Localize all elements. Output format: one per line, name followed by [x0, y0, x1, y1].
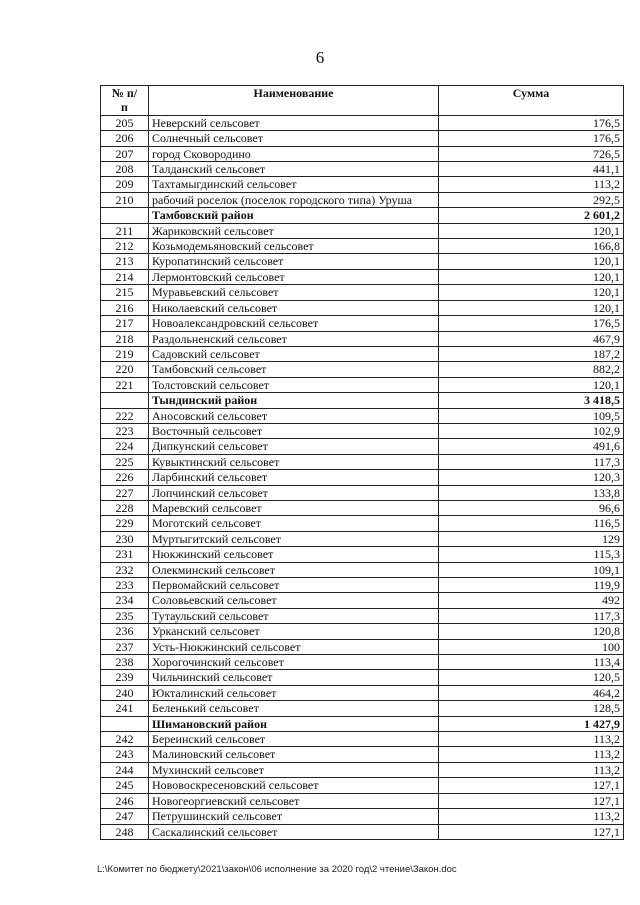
table-row [101, 500, 624, 515]
row-number: 227 [101, 485, 149, 500]
row-sum: 119,9 [439, 578, 624, 593]
table-row [101, 578, 624, 593]
row-sum: 467,9 [439, 331, 624, 346]
row-number: 213 [101, 254, 149, 269]
row-name: Петрушинский сельсовет [149, 809, 439, 824]
row-sum: 882,2 [439, 362, 624, 377]
row-name: Саскалинский сельсовет [149, 824, 439, 839]
row-name: Нововоскресеновский сельсовет [149, 778, 439, 793]
row-number: 232 [101, 562, 149, 577]
row-name: Ларбинский сельсовет [149, 470, 439, 485]
row-sum: 127,1 [439, 778, 624, 793]
table-row [101, 192, 624, 207]
table-row [101, 793, 624, 808]
row-name: Кувыктинский сельсовет [149, 454, 439, 469]
row-number: 225 [101, 454, 149, 469]
table-row [101, 747, 624, 762]
row-number: 220 [101, 362, 149, 377]
table-row [101, 778, 624, 793]
table-row [101, 516, 624, 531]
district-row [101, 393, 624, 408]
row-number: 217 [101, 316, 149, 331]
row-sum: 102,9 [439, 423, 624, 438]
row-sum: 491,6 [439, 439, 624, 454]
row-number: 233 [101, 578, 149, 593]
row-sum: 117,3 [439, 608, 624, 623]
row-sum: 120,1 [439, 377, 624, 392]
row-number: 240 [101, 685, 149, 700]
row-number: 211 [101, 223, 149, 238]
row-number: 222 [101, 408, 149, 423]
row-number: 218 [101, 331, 149, 346]
row-number: 235 [101, 608, 149, 623]
row-sum: 2 601,2 [439, 208, 624, 223]
row-number: 219 [101, 346, 149, 361]
row-number: 229 [101, 516, 149, 531]
table-row [101, 331, 624, 346]
row-sum: 127,1 [439, 824, 624, 839]
row-number: 234 [101, 593, 149, 608]
table-row [101, 485, 624, 500]
table-row [101, 269, 624, 284]
row-number: 223 [101, 423, 149, 438]
row-sum: 176,5 [439, 131, 624, 146]
table-row [101, 239, 624, 254]
row-name: рабочий роселок (поселок городского типа) Уруша [149, 192, 439, 207]
row-sum: 100 [439, 639, 624, 654]
row-sum: 113,2 [439, 732, 624, 747]
row-name: Садовский сельсовет [149, 346, 439, 361]
table-row [101, 408, 624, 423]
row-number: 216 [101, 300, 149, 315]
row-number: 207 [101, 146, 149, 161]
row-sum: 133,8 [439, 485, 624, 500]
table-row [101, 470, 624, 485]
table-row [101, 285, 624, 300]
row-name: Маревский сельсовет [149, 500, 439, 515]
table-row [101, 439, 624, 454]
row-number: 210 [101, 192, 149, 207]
row-name: Нюкжинский сельсовет [149, 547, 439, 562]
row-name: Неверский сельсовет [149, 115, 439, 130]
table-row [101, 131, 624, 146]
row-name: Новогеоргиевский сельсовет [149, 793, 439, 808]
table-row [101, 732, 624, 747]
row-name: город Сковородино [149, 146, 439, 161]
table-row [101, 593, 624, 608]
row-name: Новоалександровский сельсовет [149, 316, 439, 331]
table-row [101, 423, 624, 438]
row-name: Муртыгитский сельсовет [149, 531, 439, 546]
row-number: 206 [101, 131, 149, 146]
table-row [101, 146, 624, 161]
row-sum: 117,3 [439, 454, 624, 469]
row-number: 236 [101, 624, 149, 639]
row-number: 230 [101, 531, 149, 546]
row-sum: 129 [439, 531, 624, 546]
row-name: Николаевский сельсовет [149, 300, 439, 315]
table-row [101, 547, 624, 562]
row-sum: 109,5 [439, 408, 624, 423]
table-header-row [101, 86, 624, 116]
row-number: 238 [101, 655, 149, 670]
row-name: Жариковский сельсовет [149, 223, 439, 238]
row-name: Муравьевский сельсовет [149, 285, 439, 300]
row-name: Аносовский сельсовет [149, 408, 439, 423]
row-number: 228 [101, 500, 149, 515]
row-name: Первомайский сельсовет [149, 578, 439, 593]
district-row [101, 208, 624, 223]
row-name: Лопчинский сельсовет [149, 485, 439, 500]
table-row [101, 115, 624, 130]
row-number: 248 [101, 824, 149, 839]
table-row [101, 316, 624, 331]
row-name: Урканский сельсовет [149, 624, 439, 639]
table-row [101, 531, 624, 546]
row-sum: 113,2 [439, 747, 624, 762]
row-number: 224 [101, 439, 149, 454]
table-body [101, 115, 624, 839]
row-sum: 120,5 [439, 670, 624, 685]
row-name: Соловьевский сельсовет [149, 593, 439, 608]
row-number: 226 [101, 470, 149, 485]
row-sum: 116,5 [439, 516, 624, 531]
row-sum: 120,1 [439, 223, 624, 238]
row-name: Лермонтовский сельсовет [149, 269, 439, 284]
table-row [101, 762, 624, 777]
table-row [101, 824, 624, 839]
row-number: 245 [101, 778, 149, 793]
row-name: Юкталинский сельсовет [149, 685, 439, 700]
row-name: Шимановский район [149, 716, 439, 731]
row-number: 242 [101, 732, 149, 747]
row-sum: 120,8 [439, 624, 624, 639]
district-row [101, 716, 624, 731]
row-name: Тындинский район [149, 393, 439, 408]
row-sum: 1 427,9 [439, 716, 624, 731]
row-sum: 176,5 [439, 115, 624, 130]
row-number: 209 [101, 177, 149, 192]
row-sum: 492 [439, 593, 624, 608]
table-row [101, 685, 624, 700]
row-number: 247 [101, 809, 149, 824]
row-sum: 464,2 [439, 685, 624, 700]
row-sum: 120,1 [439, 254, 624, 269]
row-name: Восточный сельсовет [149, 423, 439, 438]
row-number: 221 [101, 377, 149, 392]
row-name: Тамбовский район [149, 208, 439, 223]
row-name: Куропатинский сельсовет [149, 254, 439, 269]
row-number: 241 [101, 701, 149, 716]
row-sum: 176,5 [439, 316, 624, 331]
row-number: 208 [101, 162, 149, 177]
row-name: Малиновский сельсовет [149, 747, 439, 762]
file-path-footer: L:\Комитет по бюджету\2021\закон\06 исполнение за 2020 год\2 чтение\Закон.doc [97, 864, 457, 875]
row-name: Тамбовский сельсовет [149, 362, 439, 377]
row-number: 239 [101, 670, 149, 685]
row-sum: 166,8 [439, 239, 624, 254]
row-number: 244 [101, 762, 149, 777]
row-number [101, 208, 149, 223]
row-name: Раздольненский сельсовет [149, 331, 439, 346]
table-row [101, 223, 624, 238]
row-number [101, 393, 149, 408]
row-name: Береинский сельсовет [149, 732, 439, 747]
table-row [101, 377, 624, 392]
row-sum: 113,2 [439, 177, 624, 192]
header-name: Наименование [149, 86, 439, 116]
row-sum: 109,1 [439, 562, 624, 577]
row-name: Тутаульский сельсовет [149, 608, 439, 623]
row-name: Усть-Нюкжинский сельсовет [149, 639, 439, 654]
row-sum: 292,5 [439, 192, 624, 207]
row-sum: 115,3 [439, 547, 624, 562]
table-row [101, 639, 624, 654]
row-sum: 120,1 [439, 300, 624, 315]
row-name: Чильчинский сельсовет [149, 670, 439, 685]
table-row [101, 300, 624, 315]
row-sum: 726,5 [439, 146, 624, 161]
page-number: 6 [315, 48, 325, 67]
row-number: 237 [101, 639, 149, 654]
budget-table [100, 85, 624, 840]
row-sum: 120,3 [439, 470, 624, 485]
row-name: Солнечный сельсовет [149, 131, 439, 146]
row-sum: 128,5 [439, 701, 624, 716]
row-name: Олекминский сельсовет [149, 562, 439, 577]
row-sum: 441,1 [439, 162, 624, 177]
row-name: Толстовский сельсовет [149, 377, 439, 392]
row-sum: 113,4 [439, 655, 624, 670]
table-row [101, 346, 624, 361]
row-name: Мухинский сельсовет [149, 762, 439, 777]
row-name: Талданский сельсовет [149, 162, 439, 177]
table-row [101, 701, 624, 716]
row-sum: 120,1 [439, 269, 624, 284]
table-row [101, 809, 624, 824]
row-sum: 120,1 [439, 285, 624, 300]
row-name: Дипкунский сельсовет [149, 439, 439, 454]
row-number [101, 716, 149, 731]
row-name: Хорогочинский сельсовет [149, 655, 439, 670]
row-name: Моготский сельсовет [149, 516, 439, 531]
table-row [101, 454, 624, 469]
row-sum: 127,1 [439, 793, 624, 808]
row-sum: 113,2 [439, 809, 624, 824]
row-sum: 96,6 [439, 500, 624, 515]
row-name: Беленький сельсовет [149, 701, 439, 716]
row-sum: 113,2 [439, 762, 624, 777]
row-name: Тахтамыгдинский сельсовет [149, 177, 439, 192]
row-name: Козьмодемьяновский сельсовет [149, 239, 439, 254]
row-number: 205 [101, 115, 149, 130]
row-number: 243 [101, 747, 149, 762]
table-row [101, 362, 624, 377]
header-sum: Сумма [439, 86, 624, 116]
row-sum: 187,2 [439, 346, 624, 361]
table-row [101, 162, 624, 177]
header-number [101, 86, 149, 116]
table-row [101, 655, 624, 670]
table-row [101, 624, 624, 639]
row-number: 246 [101, 793, 149, 808]
row-sum: 3 418,5 [439, 393, 624, 408]
row-number: 214 [101, 269, 149, 284]
header-number-label: № п/п [111, 86, 138, 115]
row-number: 231 [101, 547, 149, 562]
row-number: 215 [101, 285, 149, 300]
table-row [101, 254, 624, 269]
table-row [101, 608, 624, 623]
table-row [101, 177, 624, 192]
row-number: 212 [101, 239, 149, 254]
table-row [101, 562, 624, 577]
table-row [101, 670, 624, 685]
